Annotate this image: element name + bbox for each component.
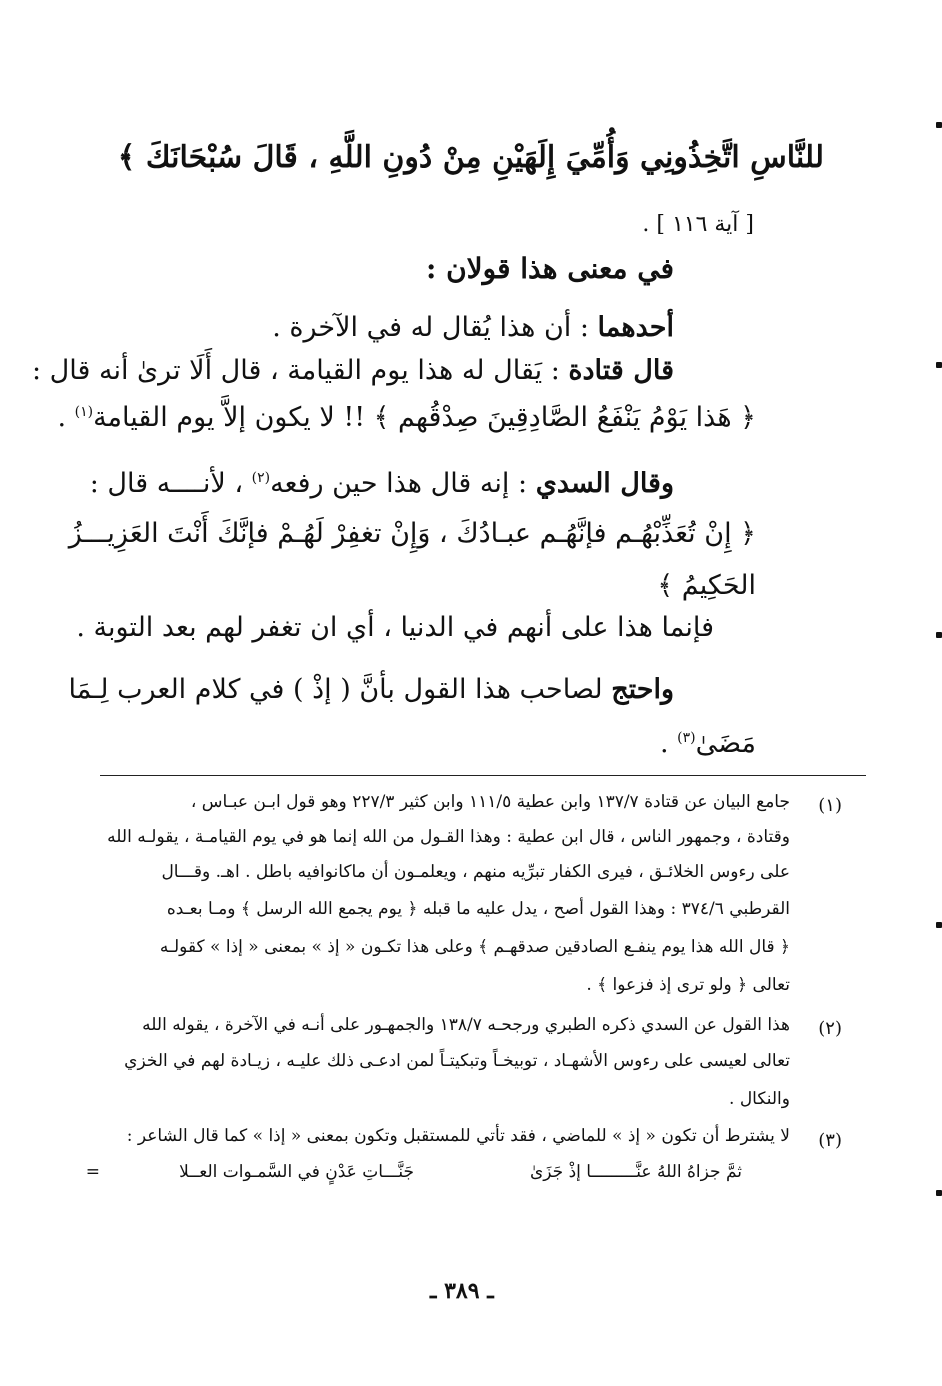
paragraph-text: مَضَىٰ (695, 728, 756, 759)
paragraph-quote-2-end: الحَكِيمُ ﴾ (657, 570, 756, 601)
quran-verse-line: للنَّاسِ اتَّخِذُونِي وَأُمِّيَ إِلَهَيْنِ مِنْ دُونِ اللَّهِ ، قَالَ سُبْحَانَكَ ﴾ (117, 140, 824, 175)
poem-hemistich-left: جَنَّـــاتِ عَدْنٍ في السَّمـوات العــلا (179, 1162, 414, 1182)
footnote-1-line: تعالى ﴿ ولو ترى إذ فزعوا ﴾ . (586, 975, 790, 995)
lead-word: قال قتادة (568, 355, 674, 386)
footnote-1-line: القرطبي ٣٧٤/٦ : وهذا القول أصح ، يدل عليه ما قبله ﴿ يوم يجمع الله الرسل ﴾ ومـا بعـده (166, 899, 790, 919)
footnote-ref: (١) (74, 404, 94, 420)
paragraph-quote-1 (57, 402, 756, 433)
paragraph-first-view (272, 312, 674, 343)
paragraph-text: لصاحب هذا القول بأنَّ ( إذْ ) في كلام العرب لِـمَا (68, 674, 612, 705)
footnote-2-line: تعالى لعيسى على رءوس الأشهـاد ، توبيخـاً وتبكيتـاً لمن ادعـى ذلك عليـه ، زيـادة لهم في الخزي (124, 1051, 790, 1071)
period: . (659, 728, 678, 759)
footnote-ref: (٣) (677, 730, 696, 746)
paragraph-quote-2: ﴿ إِنْ تُعَذِّبْهُـم فإنَّهُـم عبـادُكَ ، وَإِنْ تغفِرْ لَهُـمْ فإنَّكَ أَنْتَ العَزِيـــزُ (68, 518, 756, 549)
footnote-1-line: وقتادة ، وجمهور الناس ، قال ابن عطية : وهذا القـول من الله إنما هو في يوم القيامـة ، يقولـه الله (107, 827, 790, 847)
footnote-number-3: (٣) (818, 1130, 842, 1151)
footnote-1-line: جامع البيان عن قتادة ١٣٧/٧ وابن عطية ١١١/٥ وابن كثير ٢٢٧/٣ وهو قول ابـن عبـاس ، (190, 792, 790, 812)
poem-hemistich-right: ثمَّ جزاهُ اللهُ عنَّـــــــــا إذْ جَزَىٰ (530, 1162, 742, 1182)
paragraph-qatada (32, 355, 674, 386)
footnote-2-line: هذا القول عن السدي ذكره الطبري ورجحـه ١٣٨/٧ والجمهـور على أنـه في الآخرة ، يقوله الله (142, 1015, 790, 1035)
lead-word: وقال السدي (535, 468, 674, 499)
lead-word: أحدهما (597, 312, 674, 343)
paragraph-text: : يَقال له هذا يوم القيامة ، قال أَلَا ترىٰ أنه قال : (31, 355, 569, 386)
scan-mark (936, 632, 942, 638)
lead-word: واحتج (611, 674, 674, 705)
paragraph-suddi (90, 468, 674, 499)
continuation-mark: = (85, 1162, 100, 1182)
paragraph-explanation: فإنما هذا على أنهم في الدنيا ، أي ان تغفر لهم بعد التوبة . (76, 612, 714, 643)
quote-text: ﴿ هَذا يَوْمُ يَنْفَعُ الصَّادِقِينَ صِدْقُهم ﴾ !! لا يكون إلاَّ يوم القيامة (93, 402, 756, 433)
footnote-1-line: على رءوس الخلائـق ، فيرى الكفار تبرِّيه منهم ، ويعلمـون أن ماكانوافيه باطل . اهـ. وقـــال (161, 862, 790, 882)
footnote-1-line: ﴿ قال الله هذا يوم ينفـع الصادقين صدقهـم ﴾ وعلى هذا تكـون « إذ » بمعنى « إذا » كقولـه (159, 937, 790, 957)
paragraph-text: : إنه قال هذا حين رفعه (270, 468, 536, 499)
scan-mark (936, 1190, 942, 1196)
footnote-3-line: لا يشترط أن تكون « إذ » للماضي ، فقد تأتي للمستقبل وتكون بمعنى « إذا » كما قال الشاعر : (126, 1126, 790, 1146)
footnote-ref: (٢) (251, 470, 271, 486)
paragraph-argument-end (660, 728, 756, 759)
footnote-separator (100, 775, 866, 776)
footnote-number-2: (٢) (818, 1018, 842, 1039)
paragraph-text: ، لأنــــه قال : (89, 468, 252, 499)
paragraph-text: : أن هذا يُقال له في الآخرة . (272, 312, 598, 343)
aya-reference: [ آية ١١٦ ] . (642, 212, 754, 237)
section-heading: في معنى هذا قولان : (426, 252, 674, 285)
page-number: ـ ٣٨٩ ـ (430, 1278, 494, 1304)
scan-mark (936, 122, 942, 128)
paragraph-argument (69, 674, 674, 705)
scan-mark (936, 362, 942, 368)
footnote-2-line: والنكال . (729, 1089, 790, 1109)
scan-mark (936, 922, 942, 928)
period: . (57, 402, 75, 433)
footnote-number-1: (١) (818, 795, 842, 816)
